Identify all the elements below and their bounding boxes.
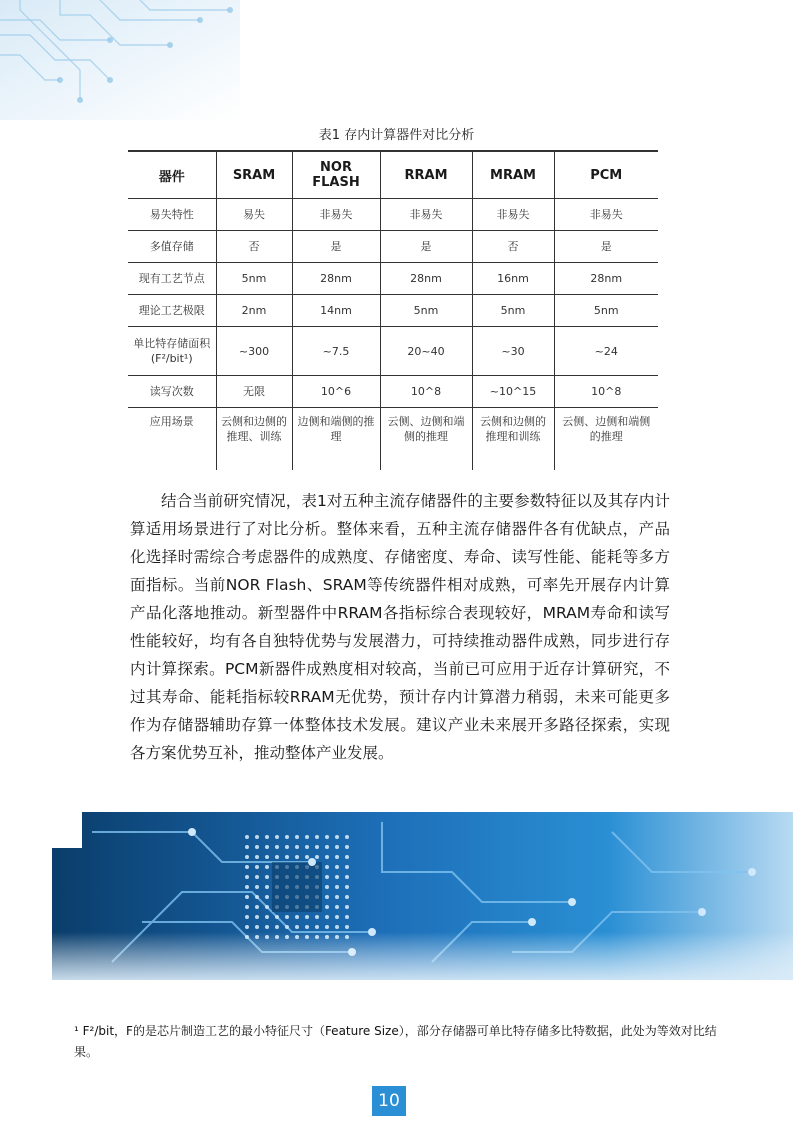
row-label: 读写次数 bbox=[128, 376, 216, 408]
table-cell: 是 bbox=[292, 231, 380, 263]
body-paragraph: 结合当前研究情况，表1对五种主流存储器件的主要参数特征以及其存内计算适用场景进行了对比分析。整体来看，五种主流存储器件各有优缺点，产品化选择时需综合考虑器件的成熟度、存储密度、寿命、读写性能、能耗等多方面指标。当前NOR Flash、SRAM等传统器件相对成熟，可率先开展存内计算产品化落地推动。新型器件中RRAM各指标综合表现较好，MRAM寿命和读写性能较好，均有各自独特优势与发展潜力，可持续推动器件成熟，同步进行存内计算探索。PCM新器件成熟度相对较高，当前已可应用于近存计算研究，不过其寿命、能耗指标较RRAM无优势，预计存内计算潜力稍弱，未来可能更多作为存储器辅助存算一体整体技术发展。建议产业未来展开多路径探索，实现各方案优势互补，推动整体产业发展。 bbox=[130, 492, 670, 762]
table-cell: 否 bbox=[216, 231, 292, 263]
table-row bbox=[128, 295, 658, 327]
body-text bbox=[130, 487, 670, 767]
table-cell: ~30 bbox=[472, 327, 554, 376]
table-header-row bbox=[128, 151, 658, 199]
table-cell: 10^6 bbox=[292, 376, 380, 408]
circuit-board-banner bbox=[52, 812, 793, 980]
table-cell: 28nm bbox=[380, 263, 472, 295]
table-cell: 28nm bbox=[292, 263, 380, 295]
comparison-table bbox=[128, 150, 658, 470]
footnote: ¹ F²/bit，F的是芯片制造工艺的最小特征尺寸（Feature Size），部分存储器可单比特存储多比特数据，此处为等效对比结果。 bbox=[74, 1024, 717, 1059]
column-header: SRAM bbox=[216, 151, 292, 199]
table-cell: 2nm bbox=[216, 295, 292, 327]
table-caption: 表1 存内计算器件对比分析 bbox=[318, 128, 475, 143]
table-row bbox=[128, 408, 658, 471]
column-header: NOR FLASH bbox=[292, 151, 380, 199]
table-cell: 28nm bbox=[554, 263, 658, 295]
table-row bbox=[128, 327, 658, 376]
table-cell: ~10^15 bbox=[472, 376, 554, 408]
table-cell: 无限 bbox=[216, 376, 292, 408]
table-row bbox=[128, 376, 658, 408]
table-cell: 10^8 bbox=[380, 376, 472, 408]
table-cell: 是 bbox=[554, 231, 658, 263]
table-cell: 14nm bbox=[292, 295, 380, 327]
table-cell: 云侧、边侧和端侧的推理 bbox=[554, 408, 658, 471]
table-cell: 非易失 bbox=[292, 199, 380, 231]
row-label: 现有工艺节点 bbox=[128, 263, 216, 295]
table-cell: ~7.5 bbox=[292, 327, 380, 376]
table-row bbox=[128, 231, 658, 263]
table-cell: 否 bbox=[472, 231, 554, 263]
row-label: 应用场景 bbox=[149, 415, 194, 428]
row-label: 单比特存储面积 (F²/bit¹) bbox=[128, 327, 216, 376]
table-cell: 5nm bbox=[380, 295, 472, 327]
corner-circuit-decoration bbox=[0, 0, 240, 120]
row-label: 易失特性 bbox=[128, 199, 216, 231]
table-cell: 5nm bbox=[554, 295, 658, 327]
column-header: MRAM bbox=[472, 151, 554, 199]
table-cell: 云侧、边侧和端侧的推理 bbox=[380, 408, 472, 471]
table-cell: 易失 bbox=[216, 199, 292, 231]
column-header: PCM bbox=[554, 151, 658, 199]
table-row bbox=[128, 199, 658, 231]
column-header: 器件 bbox=[128, 151, 216, 199]
row-label: 理论工艺极限 bbox=[128, 295, 216, 327]
table-cell: 5nm bbox=[216, 263, 292, 295]
table-cell: 云侧和边侧的推理、训练 bbox=[216, 408, 292, 471]
table-cell: ~24 bbox=[554, 327, 658, 376]
table-cell: ~300 bbox=[216, 327, 292, 376]
table-cell: 非易失 bbox=[380, 199, 472, 231]
table-cell: 云侧和边侧的推理和训练 bbox=[472, 408, 554, 471]
column-header: RRAM bbox=[380, 151, 472, 199]
table-cell: 边侧和端侧的推理 bbox=[292, 408, 380, 471]
page-number: 10 bbox=[372, 1086, 406, 1116]
table-cell: 10^8 bbox=[554, 376, 658, 408]
table-cell: 20~40 bbox=[380, 327, 472, 376]
row-label: 多值存储 bbox=[128, 231, 216, 263]
table-cell: 非易失 bbox=[554, 199, 658, 231]
table-row bbox=[128, 263, 658, 295]
table-cell: 非易失 bbox=[472, 199, 554, 231]
table-cell: 16nm bbox=[472, 263, 554, 295]
table-cell: 是 bbox=[380, 231, 472, 263]
table-cell: 5nm bbox=[472, 295, 554, 327]
